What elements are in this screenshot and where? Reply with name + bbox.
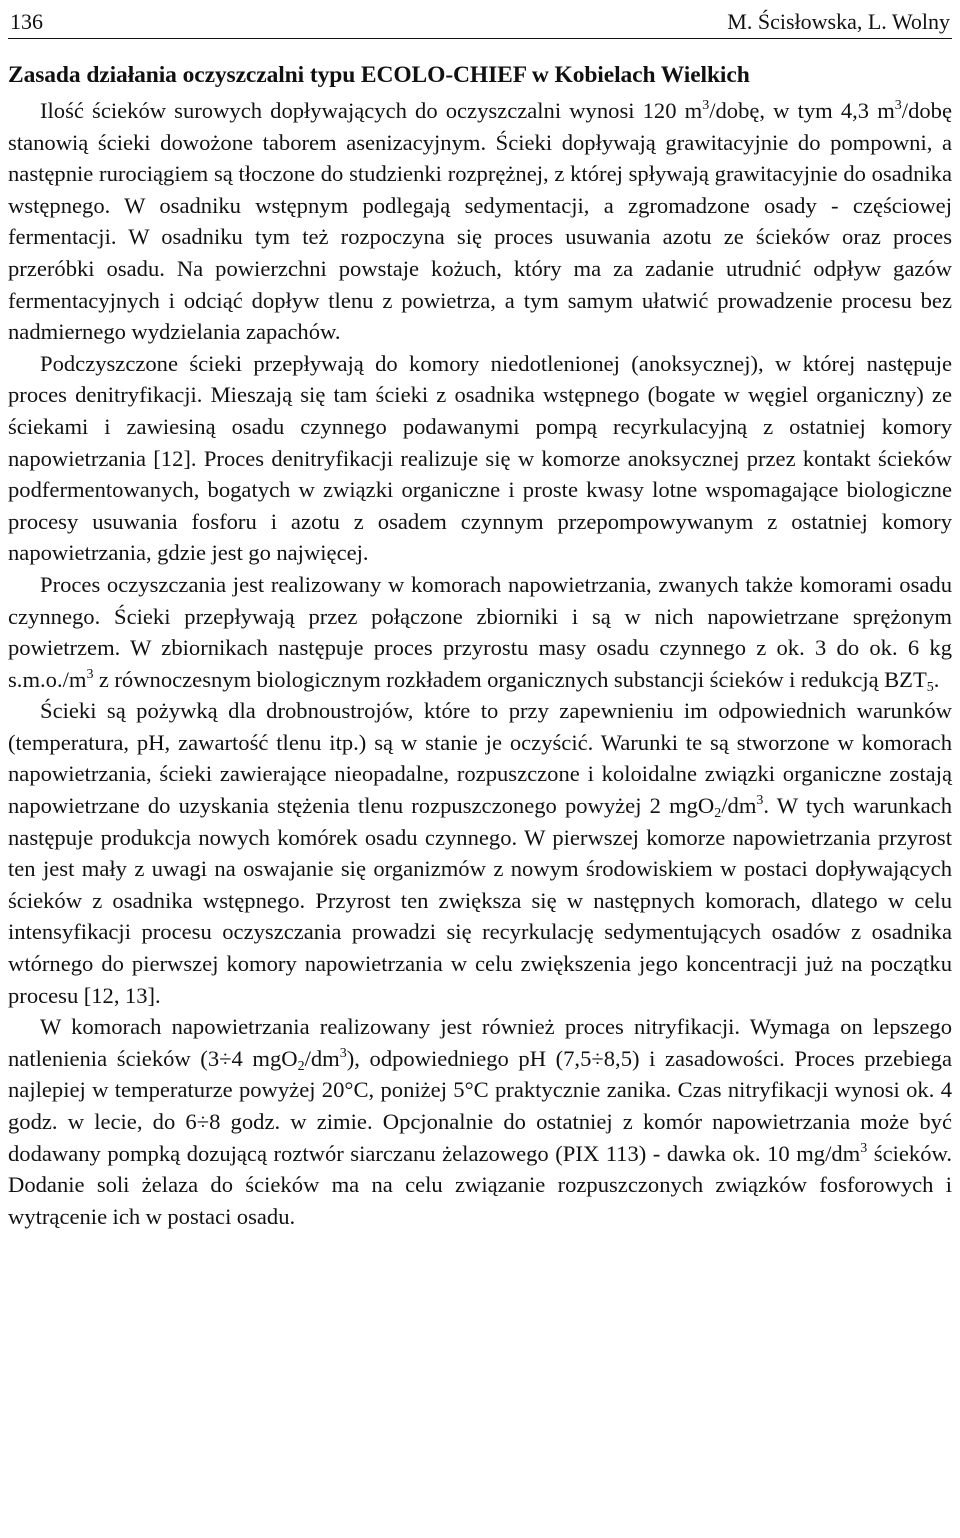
- text-run: ścieków. Dodanie soli żelaza do ścieków ma na celu związanie rozpuszczonych związków fosforowych i wytrącenie ich w postaci osadu.: [8, 1140, 952, 1229]
- subscript: 2: [297, 1058, 305, 1074]
- superscript: 3: [860, 1140, 868, 1156]
- superscript: 3: [894, 98, 902, 113]
- paragraph-2: [8, 348, 952, 569]
- superscript: 3: [702, 98, 710, 113]
- paragraph-4: [8, 695, 952, 1011]
- section-title: Zasada działania oczyszczalni typu ECOLO-CHIEF w Kobielach Wielkich: [8, 62, 750, 88]
- text-run: Podczyszczone ścieki przepływają do komory niedotlenionej (anoksycznej), w której następuje proces denitryfikacji. Mieszają się tam ścieki z osadnika wstępnego (bogate w węgiel organiczny) ze ściekami i zawiesiną osadu czynnego podawanymi pompą recyrkulacyjną z ostatniej komory napowietrzania [12]. Proces denitryfikacji realizuje się w komorze anoksycznej przez kontakt ścieków podfermentowanych, bogatych w związki organiczne i proste kwasy lotne wspomagające biologiczne procesy usuwania fosforu i azotu z osadem czynnym przepompowywanym z ostatniej komory napowietrzania, gdzie jest go najwięcej.: [8, 350, 952, 566]
- text-run: z równoczesnym biologicznym rozkładem organicznych substancji ścieków i redukcją BZT: [93, 666, 927, 692]
- text-run: Proces oczyszczania jest realizowany w komorach napowietrzania, zwanych także komorami osadu czynnego. Ścieki przepływają przez połączone zbiorniki i są w nich napowietrzane sprężonym powietrzem. W zbiornikach następuje proces przyrostu masy osadu czynnego z ok. 3 do ok. 6 kg s.m.o./m: [8, 571, 952, 692]
- subscript: 2: [714, 806, 722, 822]
- text-run: /dm: [304, 1045, 340, 1071]
- page-number: 136: [10, 9, 43, 34]
- text-run: /dobę stanowią ścieki dowożone taborem asenizacyjnym. Ścieki dopływają grawitacyjnie do pompowni, a następnie rurociągiem są tłoczone do studzienki rozprężnej, z której spływają grawitacyjnie do osadnika wstępnego. W osadniku wstępnym podlegają sedymentacji, a zgromadzone osady - częściowej fermentacji. W osadniku tym też rozpoczyna się proces usuwania azotu ze ścieków oraz proces przeróbki osadu. Na powierzchni powstaje kożuch, który ma za zadanie utrudnić odpływ gazów fermentacyjnych i odciąć dopływ tlenu z powietrza, a tym samym ułatwić prowadzenie procesu bez nadmiernego wydzielania zapachów.: [8, 98, 952, 345]
- superscript: 3: [86, 666, 94, 682]
- text-run: Ścieki są pożywką dla drobnoustrojów, które to przy zapewnieniu im odpowiednich warunków (temperatura, pH, zawartość tlenu itp.) są w stanie je oczyścić. Warunki te są stworzone w komorach napowietrzania, ścieki zawierające nieopadalne, rozpuszczone i koloidalne związki organiczne zostają napowietrzane do uzyskania stężenia tlenu rozpuszczonego powyżej 2 mgO: [8, 698, 952, 819]
- superscript: 3: [756, 793, 764, 809]
- running-header: [8, 0, 952, 39]
- text-run: W komorach napowietrzania realizowany jest również proces nitryfikacji. Wymaga on lepszego natlenienia ścieków (3÷4 mgO: [8, 1014, 952, 1071]
- paragraph-1: [8, 95, 952, 348]
- paragraph-3: [8, 569, 952, 695]
- text-run: . W tych warunkach następuje produkcja nowych komórek osadu czynnego. W pierwszej komorze napowietrzania przyrost ten jest mały z uwagi na oswajanie się organizmów z nowym środowiskiem w postaci dopływających ścieków z osadnika wstępnego. Przyrost ten zwiększa się w następnych komorach, dlatego w celu intensyfikacji procesu oczyszczania prowadzi się recyrkulację sedymentujących osadów z osadnika wtórnego do pierwszej komory napowietrzania w celu zwiększenia jego koncentracji już na początku procesu [12, 13].: [8, 793, 953, 1008]
- running-head-authors: M. Ścisłowska, L. Wolny: [727, 9, 950, 34]
- text-run: /dobę, w tym 4,3 m: [709, 98, 895, 123]
- text-run: /dm: [721, 793, 757, 819]
- text-run: ), odpowiedniego pH (7,5÷8,5) i zasadowości. Proces przebiega najlepiej w temperaturze powyżej 20°C, poniżej 5°C praktycznie zanika. Czas nitryfikacji wynosi ok. 4 godz. w lecie, do 6÷8 godz. w zimie. Opcjonalnie do ostatniej z komór napowietrzania może być dodawany pompką dozującą roztwór siarczanu żelazowego (PIX 113) - dawka ok. 10 mg/dm: [8, 1045, 953, 1166]
- paragraph-5: [8, 1011, 952, 1232]
- subscript: 5: [926, 679, 934, 695]
- text-run: Ilość ścieków surowych dopływających do oczyszczalni wynosi 120 m: [40, 98, 703, 123]
- text-run: .: [933, 666, 940, 692]
- body-text: [8, 95, 952, 1232]
- superscript: 3: [339, 1045, 347, 1061]
